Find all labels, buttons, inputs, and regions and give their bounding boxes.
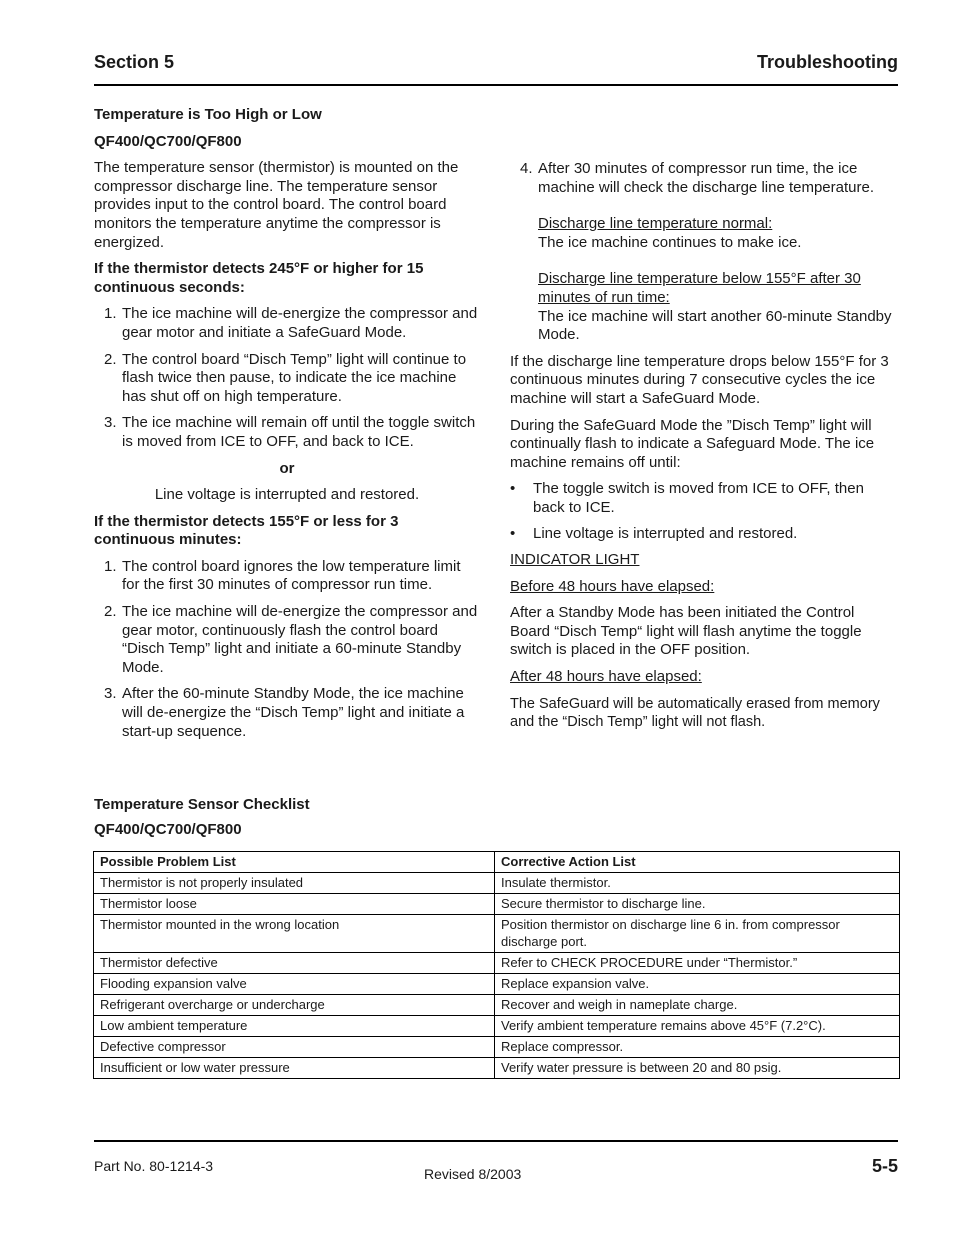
problem-cell: Thermistor is not properly insulated: [94, 873, 495, 894]
table-row: [94, 873, 900, 894]
action-cell: Insulate thermistor.: [495, 873, 900, 894]
list-item: [510, 480, 898, 517]
problem-cell: Thermistor defective: [94, 953, 495, 974]
list-item: [94, 351, 480, 407]
action-cell: Secure thermistor to discharge line.: [495, 894, 900, 915]
problem-cell: Refrigerant overcharge or undercharge: [94, 995, 495, 1016]
after-48-text: The SafeGuard will be automatically erased from memory and the “Disch Temp” light will not flash.: [510, 695, 880, 731]
checklist-subtitle: QF400/QC700/QF800: [94, 821, 242, 838]
page-footer: [94, 1140, 898, 1202]
list-text: After 30 minutes of compressor run time, the ice machine will check the discharge line temperature.: [538, 160, 874, 196]
checklist-title: Temperature Sensor Checklist: [94, 796, 310, 813]
heading-models: QF400/QC700/QF800: [94, 132, 242, 150]
list-text: Line voltage is interrupted and restored.: [533, 524, 798, 542]
indicator-light-heading: INDICATOR LIGHT: [510, 551, 640, 569]
action-cell: Recover and weigh in nameplate charge.: [495, 995, 900, 1016]
list-item: [94, 414, 480, 451]
list-text: The ice machine will de-energize the compressor and gear motor and initiate a SafeGuard Mode.: [122, 305, 478, 341]
high-temp-steps: [94, 305, 480, 451]
action-cell: Position thermistor on discharge line 6 in. from compressor discharge port.: [495, 915, 900, 953]
table-row: [94, 915, 900, 953]
after-48-label: After 48 hours have elapsed:: [510, 668, 702, 686]
before-48-label: Before 48 hours have elapsed:: [510, 577, 715, 595]
list-item: [94, 558, 480, 595]
list-text: The control board ignores the low temperature limit for the first 30 minutes of compressor run time.: [122, 557, 461, 594]
list-text: The toggle switch is moved from ICE to OFF, then back to ICE.: [533, 480, 864, 516]
list-number: 3.: [104, 685, 117, 703]
checklist-heading: [94, 796, 310, 846]
low-temp-steps: [94, 558, 480, 741]
action-cell: Refer to CHECK PROCEDURE under “Thermistor.”: [495, 953, 900, 974]
column-header-action: Corrective Action List: [495, 852, 900, 873]
table-row: [94, 995, 900, 1016]
below-text: The ice machine will start another 60-minute Standby Mode.: [538, 307, 892, 344]
sensor-checklist-table: [93, 851, 900, 1079]
bullet-icon: •: [510, 480, 516, 498]
normal-text: The ice machine continues to make ice.: [538, 233, 802, 251]
table-row: [94, 953, 900, 974]
action-cell: Replace compressor.: [495, 1037, 900, 1058]
list-item: [94, 603, 480, 677]
list-number: 4.: [520, 160, 533, 177]
list-item: [510, 525, 898, 544]
problem-cell: Low ambient temperature: [94, 1016, 495, 1037]
list-text: The ice machine will remain off until the toggle switch is moved from ICE to OFF, and back to ICE.: [122, 414, 476, 450]
condition-low: If the thermistor detects 155°F or less for 3 continuous minutes:: [94, 512, 399, 549]
safeguard-paragraph: If the discharge line temperature drops below 155°F for 3 continuous minutes during 7 consecutive cycles the ice machine will start a SafeGuard Mode.: [510, 352, 889, 407]
intro-paragraph: The temperature sensor (thermistor) is mounted on the compressor discharge line. The temperature sensor provides input to the control board. The control board monitors the temperature anytime the compressor is energized.: [94, 159, 459, 251]
list-item: [510, 160, 898, 345]
right-column: [510, 160, 898, 740]
left-column: [94, 106, 480, 749]
list-text: The control board “Disch Temp” light will continue to flash twice then pause, to indicate the ice machine has shut off on high temperature.: [122, 350, 467, 405]
section-title: Troubleshooting: [757, 52, 898, 72]
action-cell: Verify ambient temperature remains above 45°F (7.2°C).: [495, 1016, 900, 1037]
list-number: 2.: [104, 350, 117, 368]
problem-cell: Defective compressor: [94, 1037, 495, 1058]
list-number: 1.: [104, 557, 117, 575]
before-48-text: After a Standby Mode has been initiated the Control Board “Disch Temp“ light will flash anytime the toggle switch is placed in the OFF position.: [510, 604, 862, 659]
page-number: 5-5: [871, 1156, 898, 1176]
table-row: [94, 974, 900, 995]
condition-high: If the thermistor detects 245°F or higher for 15 continuous seconds:: [94, 260, 424, 296]
list-number: 1.: [104, 305, 117, 323]
list-number: 3.: [104, 414, 117, 432]
column-header-problem: Possible Problem List: [94, 852, 495, 873]
page-header: [94, 50, 898, 86]
table-row: [94, 1058, 900, 1079]
safeguard-bullets: [510, 480, 898, 543]
table-header-row: [94, 852, 900, 873]
table-row: [94, 1016, 900, 1037]
list-item: [94, 685, 480, 741]
list-number: 2.: [104, 603, 117, 621]
safeguard-mode-paragraph: During the SafeGuard Mode the ”Disch Temp” light will continually flash to indicate a Safeguard Mode. The ice machine remains off until:: [510, 416, 875, 471]
heading-temperature: Temperature is Too High or Low: [94, 106, 322, 123]
line-voltage-note: Line voltage is interrupted and restored.: [154, 486, 420, 504]
revision-date: Revised 8/2003: [424, 1166, 522, 1182]
problem-cell: Thermistor loose: [94, 894, 495, 915]
normal-label: Discharge line temperature normal:: [538, 215, 773, 233]
problem-cell: Flooding expansion valve: [94, 974, 495, 995]
table-row: [94, 1037, 900, 1058]
action-cell: Replace expansion valve.: [495, 974, 900, 995]
problem-cell: Thermistor mounted in the wrong location: [94, 915, 495, 953]
part-number: Part No. 80-1214-3: [94, 1158, 214, 1174]
problem-cell: Insufficient or low water pressure: [94, 1058, 495, 1079]
table-row: [94, 894, 900, 915]
bullet-icon: •: [510, 524, 516, 542]
section-label: Section 5: [94, 52, 175, 72]
list-text: The ice machine will de-energize the compressor and gear motor, continuously flash the control board “Disch Temp” light and initiate a 60-minute Standby Mode.: [122, 603, 478, 676]
list-text: After the 60-minute Standby Mode, the ice machine will de-energize the “Disch Temp” light and initiate a start-up sequence.: [122, 685, 465, 740]
list-item: [94, 305, 480, 342]
action-cell: Verify water pressure is between 20 and 80 psig.: [495, 1058, 900, 1079]
below-label: Discharge line temperature below 155°F after 30 minutes of run time:: [538, 270, 861, 306]
or-separator: or: [279, 459, 295, 477]
